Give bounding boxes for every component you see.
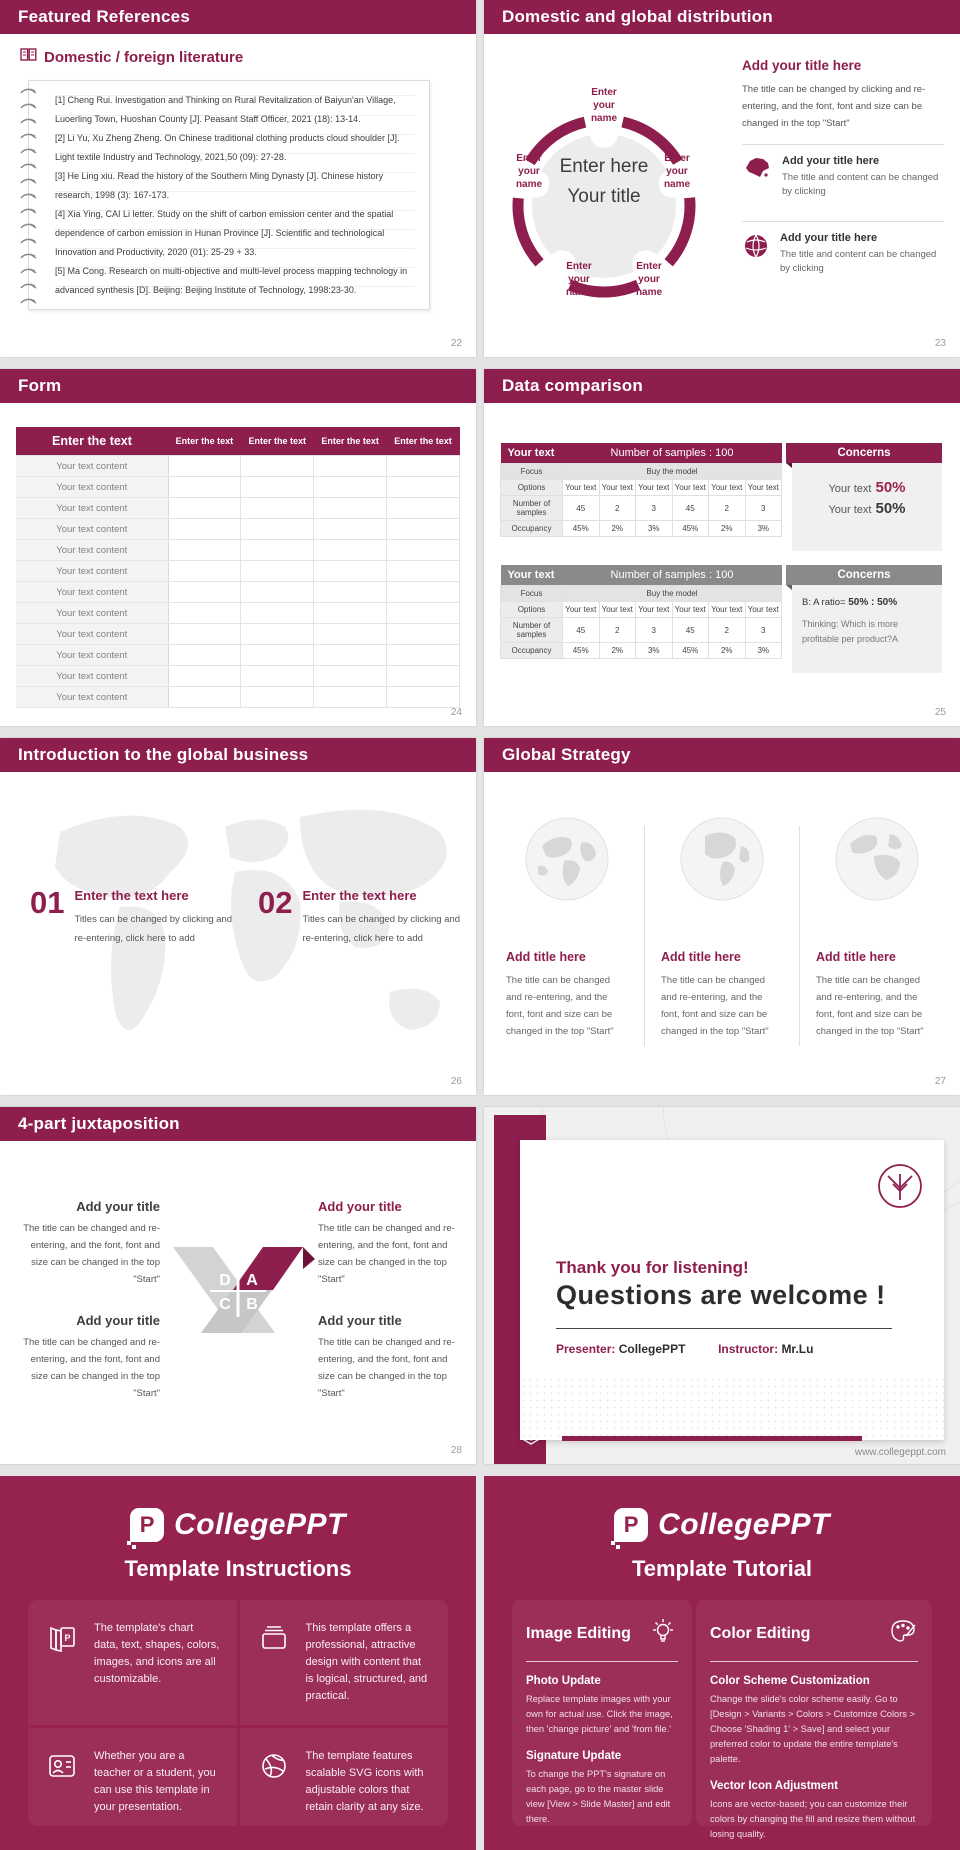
brand-name: CollegePPT [658,1508,830,1541]
reference-item: [1] Cheng Rui. Investigation and Thinking on Rural Revitalization of Baiyun'an Village, Luoerling Town, Huoshan County [J]. Peasant Staff Officer, 2021 (18): 13-14. [55,95,396,124]
diagram-spoke-label: Enter your name [663,153,691,190]
column-body: The title can be changed and re-entering, and the font, font and size can be changed in the top "Start" [506,975,614,1037]
slide-title: Data comparison [484,369,960,403]
group-body: To change the PPT's signature on each page, go to the master slide view [View > Slide Master] and edit there. [526,1769,671,1824]
slide-title: Domestic and global distribution [484,0,960,34]
reference-item: [3] He Ling xiu. Read the history of the Southern Ming Dynasty [J]. Chinese history research, 1998 (3): 167-173. [55,171,384,200]
block-title: Add your title [76,1313,160,1328]
table-row: Your text content [16,645,460,666]
globe-icon [679,816,765,902]
reference-item: [4] Xia Ying, CAI Li letter. Study on the shift of carbon emission center and the spatial dependence of carbon emission in Hunan Province [J]. Scientific and technological Innovation and Productivity, 2020 (01): 25-29 + 33. [55,209,394,257]
table-header-cell: Enter the text [16,427,168,456]
table-row: Occupancy 45% 2% 3% 45% 2% 3% [501,521,782,537]
page-number: 23 [934,338,946,349]
instruction-text: The template's chart data, text, shapes, colors, images, and icons are all customizable. [94,1622,220,1685]
spiral-ring-icon [20,282,38,290]
card-title: Color Editing [710,1624,811,1642]
spiral-ring-icon [20,177,38,185]
item-title: Enter the text here [74,888,189,903]
page-number: 27 [934,1076,946,1087]
spiral-ring-icon [20,237,38,245]
tutorial-group [526,1675,678,1737]
table-name: Your text [501,565,563,586]
group-body: Replace template images with your own for actual use. Click the image, then 'change picture' and 'from file.' [526,1694,673,1734]
concerns-header: Concerns [786,443,942,463]
brand-logo [0,1508,476,1542]
instruction-card [240,1600,449,1725]
slide-title: Featured References [0,0,476,34]
column-body: The title can be changed and re-entering, and the font, font and size can be changed in the top "Start" [816,975,924,1037]
item-number: 02 [258,885,293,920]
table-row: Your text content [16,561,460,582]
table-row: Number of samples 45 2 3 45 2 3 [501,496,782,521]
page-number: 26 [450,1076,462,1087]
list-item [742,222,944,286]
brand-logo [484,1508,960,1542]
table-row: Focus Buy the model [501,464,782,480]
page-number: 22 [450,338,462,349]
references-list [55,91,415,301]
group-heading: Signature Update [526,1750,622,1762]
slide-global-strategy [484,738,960,1095]
item-body: The title and content can be changed by clicking [780,249,937,274]
instruction-card [240,1728,449,1826]
divider [799,826,800,1046]
item-title: Enter the text here [302,888,417,903]
tutorial-group [710,1675,918,1767]
block-title: Add your title [318,1313,402,1328]
slide-title: Global Strategy [484,738,960,772]
quadrant-block [18,1199,160,1288]
slide-featured-references [0,0,476,357]
quadrant-block [318,1199,460,1288]
table-row: Your text content [16,456,460,477]
box-icon [256,1620,292,1661]
block-body: The title can be changed and re-entering, and the font, font and size can be changed in the top "Start" [318,1223,455,1285]
group-heading: Photo Update [526,1675,601,1687]
block-body: The title can be changed by clicking and re-entering, and the font, font and size can be changed in the top "Start" [742,84,926,129]
instruction-card [28,1728,237,1826]
table-name: Your text [501,443,563,464]
column-title: Add title here [816,950,896,964]
page-number: 25 [934,707,946,718]
slide-data-comparison [484,369,960,726]
block-title: Add your title [318,1199,402,1214]
table-row: Your text content [16,624,460,645]
reference-item: [5] Ma Cong. Research on multi-objective and multi-level process mapping technology in advanced synthesis [D]. Beijing: Beijing Institute of Technology, 1998:23-30. [55,266,408,295]
group-body: Icons are vector-based; you can customize their colors by changing the fill and resize them without losing quality. [710,1799,916,1839]
concerns-header: Concerns [786,565,942,585]
diagram-spoke-label: Enter your name [635,261,663,298]
tutorial-card-color-editing [696,1600,932,1839]
item-body: Titles can be changed by clicking and re-entering, click here to add [74,914,233,944]
collegeppt-logo-icon: P [614,1508,648,1542]
quadrant-block [18,1313,160,1402]
instruction-text: This template offers a professional, attractive design with content that is logical, structured, and practical. [305,1622,428,1702]
distribution-right-column [742,58,944,286]
slides-icon [44,1620,80,1661]
slide-title: Form [0,369,476,403]
comparison-table-2 [500,565,782,659]
open-book-icon [20,48,37,66]
column-title: Add title here [506,950,586,964]
concerns-line: Your text 50% [828,479,906,496]
ball-icon [256,1748,292,1789]
references-card [28,80,430,310]
instruction-text: Whether you are a teacher or a student, you can use this template in your presentation. [94,1750,216,1813]
id-card-icon [44,1748,80,1789]
mesh-pattern [520,1376,944,1440]
block-body: The title can be changed and re-entering, and the font, font and size can be changed in the top "Start" [318,1337,455,1399]
table-row: Focus Buy the model [501,586,782,602]
table-header-cell: Enter the text [314,427,387,456]
numbered-item [258,885,472,948]
palette-icon [888,1616,918,1651]
thank-you-card [520,1140,944,1440]
china-map-icon [742,155,772,186]
cycle-diagram [494,96,714,316]
slide-distribution [484,0,960,357]
table-row: Your text content [16,603,460,624]
slide-title: Introduction to the global business [0,738,476,772]
strategy-column [661,816,783,1040]
ribbon-letter: C [219,1296,231,1313]
group-heading: Vector Icon Adjustment [710,1780,839,1792]
table-row: Occupancy 45% 2% 3% 45% 2% 3% [501,643,782,659]
block-body: The title can be changed and re-entering, and the font, font and size can be changed in the top "Start" [23,1337,160,1399]
spiral-ring-icon [20,117,38,125]
instruction-card [28,1600,237,1725]
item-body: The title and content can be changed by clicking [782,172,939,197]
ratio-line: B: A ratio= 50% : 50% [802,597,898,608]
ribbon-letter: A [246,1272,258,1289]
spiral-ring-icon [20,207,38,215]
page-number: 28 [450,1445,462,1456]
thinking-line: Thinking: Which is more profitable per product?A [802,619,899,644]
form-table [16,427,460,708]
spiral-ring-icon [20,267,38,275]
collegeppt-logo-icon: P [130,1508,164,1542]
concerns-box-1 [792,443,942,551]
emblem-icon [876,1162,924,1215]
samples-header: Number of samples : 100 [563,443,782,464]
slide-title: 4-part juxtaposition [0,1107,476,1141]
comparison-table-1 [500,443,782,537]
section-heading: Domestic / foreign literature [20,48,243,66]
tutorial-card-image-editing [512,1600,692,1826]
table-row: Your text content [16,666,460,687]
spiral-ring-icon [20,87,38,95]
divider [526,1661,678,1662]
spiral-ring-icon [20,192,38,200]
block-body: The title can be changed and re-entering, and the font, font and size can be changed in the top "Start" [23,1223,160,1285]
item-title: Add your title here [782,155,880,167]
diagram-center-label: Enter here Your title [559,156,649,207]
table-row: Options Your text Your text Your text Your text Your text Your text [501,480,782,496]
panel-heading: Template Tutorial [631,1556,813,1581]
slide-juxtaposition [0,1107,476,1464]
slide-thank-you [484,1107,960,1464]
spiral-ring-icon [20,222,38,230]
table-row: Options Your text Your text Your text Your text Your text Your text [501,602,782,618]
spiral-ring-icon [20,162,38,170]
column-title: Add title here [661,950,741,964]
card-title: Image Editing [526,1624,631,1642]
slide-form [0,369,476,726]
spiral-binding [20,87,38,305]
panel-template-instructions [0,1476,476,1850]
panel-template-tutorial [484,1476,960,1850]
spiral-ring-icon [20,147,38,155]
item-title: Add your title here [780,232,878,244]
table-row: Number of samples 45 2 3 45 2 3 [501,618,782,643]
table-row: Your text content [16,540,460,561]
item-body: Titles can be changed by clicking and re-entering, click here to add [302,914,461,944]
table-row: Your text content [16,582,460,603]
spiral-ring-icon [20,102,38,110]
tutorial-group [526,1750,678,1827]
page-number: 24 [450,707,462,718]
reference-item: [2] Li Yu, Xu Zheng Zheng. On Chinese traditional clothing products cloud shoulder [J]. Light textile Industry and Technology, 2021,50 (09): 27-28. [55,133,400,162]
block-title: Add your title here [742,58,862,73]
table-header-cell: Enter the text [241,427,314,456]
globe-icon [742,232,770,265]
ribbon-letter: B [246,1296,258,1313]
ribbon-letter: D [219,1272,231,1289]
divider [710,1661,918,1662]
instruction-text: The template features scalable SVG icons with adjustable colors that retain clarity at any size. [305,1750,424,1813]
table-row: Your text content [16,498,460,519]
diagram-spoke-label: Enter your name [565,261,593,298]
presenter-line: Presenter: CollegePPT Instructor: Mr.Lu [556,1342,814,1356]
globe-icon [834,816,920,902]
table-row: Your text content [16,477,460,498]
diagram-spoke-label: Enter your name [590,87,618,124]
table-row: Your text content [16,519,460,540]
table-header-cell: Enter the text [168,427,241,456]
group-heading: Color Scheme Customization [710,1675,870,1687]
column-body: The title can be changed and re-entering, and the font, font and size can be changed in the top "Start" [661,975,769,1037]
accent-strip [562,1436,862,1441]
list-item [742,145,944,209]
samples-header: Number of samples : 100 [563,565,782,586]
spiral-ring-icon [20,297,38,305]
spiral-ring-icon [20,252,38,260]
table-row: Your text content [16,687,460,708]
diagram-spoke-label: Enter your name [515,153,543,190]
quadrant-block [318,1313,460,1402]
strategy-column [816,816,938,1040]
tutorial-group [710,1780,918,1842]
divider [556,1328,892,1329]
questions-line: Questions are welcome ! [556,1280,886,1310]
block-title: Add your title [76,1199,160,1214]
panel-heading: Template Instructions [124,1556,352,1581]
slide-global-business [0,738,476,1095]
concerns-line: Your text 50% [828,500,906,517]
table-header-cell: Enter the text [387,427,460,456]
group-body: Change the slide's color scheme easily. Go to [Design > Variants > Colors > Customize Colors > Choose 'Shading 1' > Save] and select your preferred color to update the entire template's palette. [710,1694,915,1764]
spiral-ring-icon [20,132,38,140]
website-text: www.collegeppt.com [854,1447,946,1458]
thanks-line: Thank you for listening! [556,1258,749,1277]
globe-icon [524,816,610,902]
concerns-box-2 [792,565,942,673]
numbered-item [30,885,244,948]
x-ribbon-graphic [155,1239,321,1343]
item-number: 01 [30,885,65,920]
strategy-column [506,816,628,1040]
divider [644,826,645,1046]
brand-name: CollegePPT [174,1508,346,1541]
svg-text:P: P [64,1633,71,1643]
instructions-grid [28,1600,448,1826]
bulb-icon [648,1616,678,1651]
